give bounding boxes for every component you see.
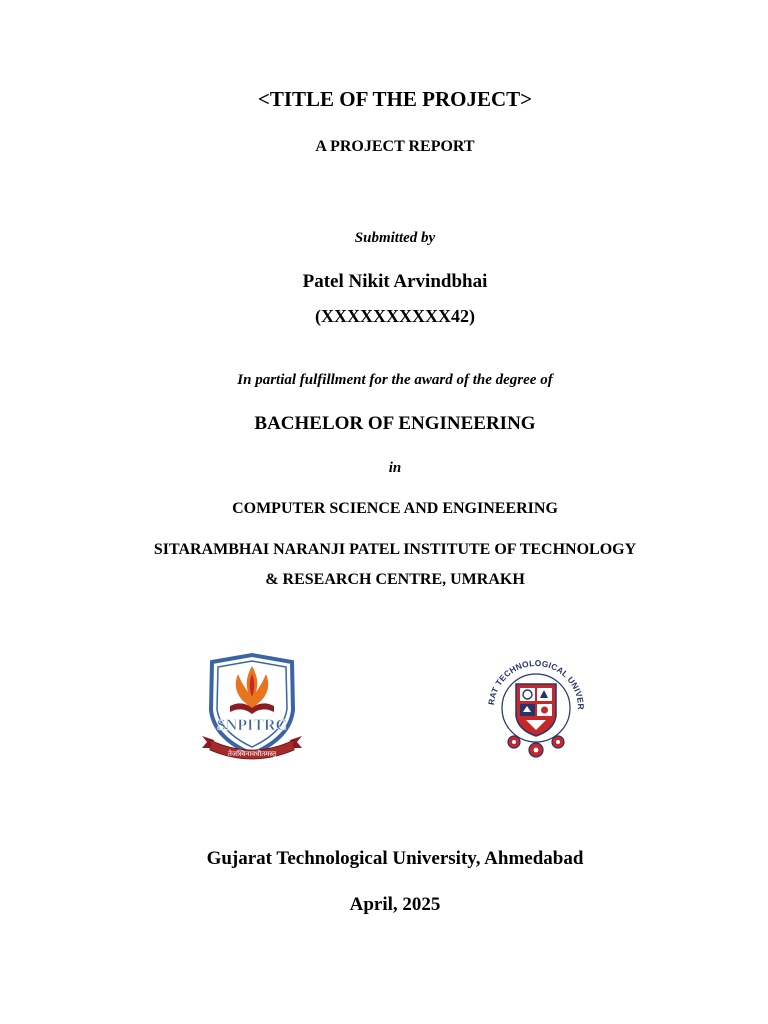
branch-name: COMPUTER SCIENCE AND ENGINEERING bbox=[232, 500, 558, 517]
submission-date: April, 2025 bbox=[349, 894, 441, 915]
degree-name: BACHELOR OF ENGINEERING bbox=[254, 413, 536, 434]
partial-fulfillment-text: In partial fulfillment for the award of the degree of bbox=[237, 372, 553, 388]
in-label: in bbox=[388, 460, 402, 476]
snpitrc-logo-graphic bbox=[198, 652, 306, 766]
gtu-logo-graphic bbox=[480, 656, 592, 762]
report-type: A PROJECT REPORT bbox=[315, 138, 475, 155]
institute-name-line1: SITARAMBHAI NARANJI PATEL INSTITUTE OF TECHNOLOGY bbox=[153, 541, 637, 558]
university-name: Gujarat Technological University, Ahmedabad bbox=[206, 848, 584, 869]
institute-name-line2: & RESEARCH CENTRE, UMRAKH bbox=[265, 571, 525, 588]
submitted-by-label: Submitted by bbox=[354, 230, 436, 246]
gtu-logo-text: RAT TECHNOLOGICAL UNIVER bbox=[486, 657, 587, 710]
gtu-logo bbox=[480, 656, 592, 762]
snpitrc-logo bbox=[198, 652, 306, 766]
snpitrc-motto: तेजस्विनावधीतमस्तु bbox=[227, 750, 277, 758]
enrollment-number: (XXXXXXXXXX42) bbox=[315, 306, 475, 326]
snpitrc-logo-text: SNPITRC bbox=[216, 717, 288, 734]
project-title: <TITLE OF THE PROJECT> bbox=[257, 87, 533, 111]
student-name: Patel Nikit Arvindbhai bbox=[302, 271, 488, 292]
